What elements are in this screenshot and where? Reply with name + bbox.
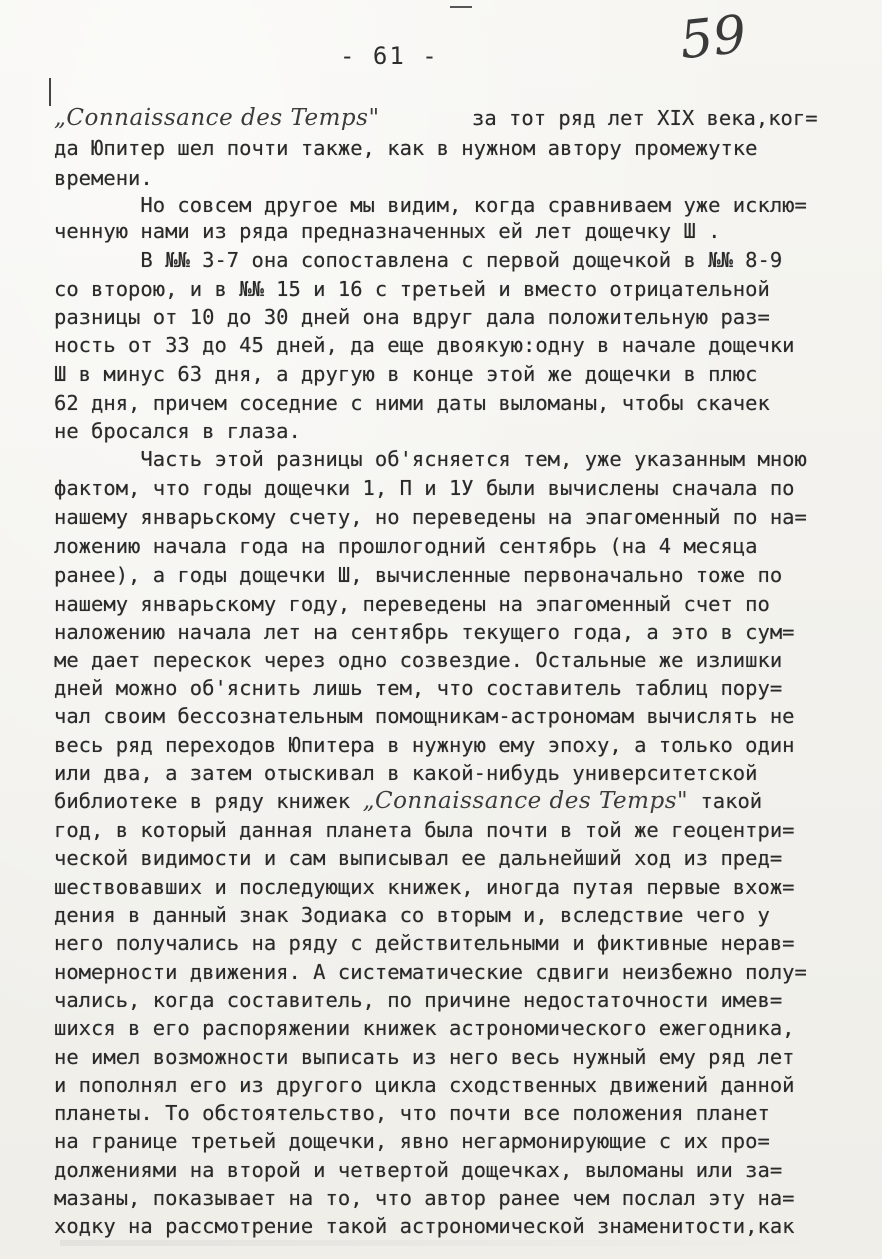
- handwritten-title-connaissance: „Connaissance des Temps": [362, 788, 689, 814]
- typed-text: за тот ряд лет XIX века,ког=: [472, 106, 818, 130]
- text-line-36: планеты. То обстоятельство, что почти все положения планет: [54, 1101, 770, 1125]
- text-line-8: разницы от 10 до 30 дней она вдруг дала положительную раз=: [54, 305, 770, 329]
- text-line-17: ранее), а годы дощечки Ш, вычисленные первоначально тоже по: [54, 563, 783, 587]
- text-line-38: должениями на второй и четвертой дощечках, выломаны или за=: [54, 1158, 783, 1182]
- top-edge-mark: [450, 0, 472, 8]
- text-line-13: Часть этой разницы об'ясняется тем, уже указанным мною: [54, 447, 807, 471]
- text-line-15: нашему январьскому счету, но переведены на эпагоменный по на=: [54, 505, 807, 529]
- text-line-3: времени.: [54, 166, 153, 190]
- text-line-5: ченную нами из ряда предназначенных ей лет дощечку Ш .: [54, 219, 721, 243]
- handwritten-folio-number: 59: [677, 4, 750, 72]
- text-line-21: дней можно об'яснить лишь тем, что составитель таблиц пору=: [54, 676, 783, 700]
- text-line-26: год, в который данная планета была почти в той же геоцентри=: [54, 818, 795, 842]
- page-number: - 61 -: [340, 42, 439, 70]
- text-line-29: дения в данный знак Зодиака со вторым и, вследствие чего у: [54, 903, 770, 927]
- text-line-14: фактом, что годы дощечки 1, П и 1У были вычислены сначала по: [54, 476, 795, 500]
- text-line-34: не имел возможности выписать из него весь нужный ему ряд лет: [54, 1045, 795, 1069]
- text-line-7: со второю, и в №№ 15 и 16 с третьей и вместо отрицательной: [54, 277, 770, 301]
- text-line-27: ческой видимости и сам выписывал ее дальнейший ход из пред=: [54, 846, 783, 870]
- text-line-10: Ш в минус 63 дня, а другую в конце этой же дощечки в плюс: [54, 362, 758, 386]
- text-line-23: весь ряд переходов Юпитера в нужную ему эпоху, а только один: [54, 733, 795, 757]
- text-line-22: чал своим бессознательным помощникам-астрономам вычислять не: [54, 704, 795, 728]
- text-line-39: мазаны, показывает на то, что автор ранее чем послал эту на=: [54, 1186, 795, 1210]
- text-line-31: номерности движения. А систематические сдвиги неизбежно полу=: [54, 960, 807, 984]
- paper-smudge: [60, 1240, 840, 1246]
- text-line-25: [54, 786, 762, 816]
- text-line-32: чались, когда составитель, по причине недостаточности имев=: [54, 988, 783, 1012]
- text-line-24: или два, а затем отыскивал в какой-нибудь университетской: [54, 761, 758, 785]
- text-line-30: него получались на ряду с действительными и фиктивные нерав=: [54, 931, 795, 955]
- text-line-28: шествовавших и последующих книжек, иногда путая первые вхож=: [54, 875, 795, 899]
- text-line-20: ме дает перескок через одно созвездие. Остальные же излишки: [54, 648, 783, 672]
- text-line-16: ложению начала года на прошлогодний сентябрь (на 4 месяца: [54, 534, 758, 558]
- text-line-1: [54, 103, 818, 133]
- text-line-12: не бросался в глаза.: [54, 419, 301, 443]
- text-line-11: 62 дня, причем соседние с ними даты выломаны, чтобы скачек: [54, 391, 770, 415]
- handwritten-title-connaissance: „Connaissance des Temps": [54, 105, 380, 131]
- typed-text: такой: [700, 789, 763, 813]
- text-line-33: шихся в его распоряжении книжек астрономического ежегодника,: [54, 1016, 795, 1040]
- text-line-35: и пополнял его из другого цикла сходственных движений данной: [54, 1073, 795, 1097]
- typed-text: библиотеке в ряду книжек: [54, 789, 351, 813]
- text-line-40: ходку на рассмотрение такой астрономической знаменитости,как: [54, 1214, 795, 1238]
- text-line-18: нашему январьскому году, переведены на эпагоменный счет по: [54, 592, 770, 616]
- text-line-2: да Юпитер шел почти также, как в нужном автору промежутке: [54, 136, 758, 160]
- margin-mark: [49, 78, 51, 106]
- text-line-4: Но совсем другое мы видим, когда сравниваем уже исклю=: [54, 193, 807, 217]
- text-line-19: наложению начала лет на сентябрь текущего года, а это в сум=: [54, 620, 795, 644]
- text-line-37: на границе третьей дощечки, явно негармонирующие с их про=: [54, 1129, 770, 1153]
- text-line-6: В №№ 3-7 она сопоставлена с первой дощечкой в №№ 8-9: [54, 248, 783, 272]
- text-line-9: ность от 33 до 45 дней, да еще двоякую:одну в начале дощечки: [54, 333, 795, 357]
